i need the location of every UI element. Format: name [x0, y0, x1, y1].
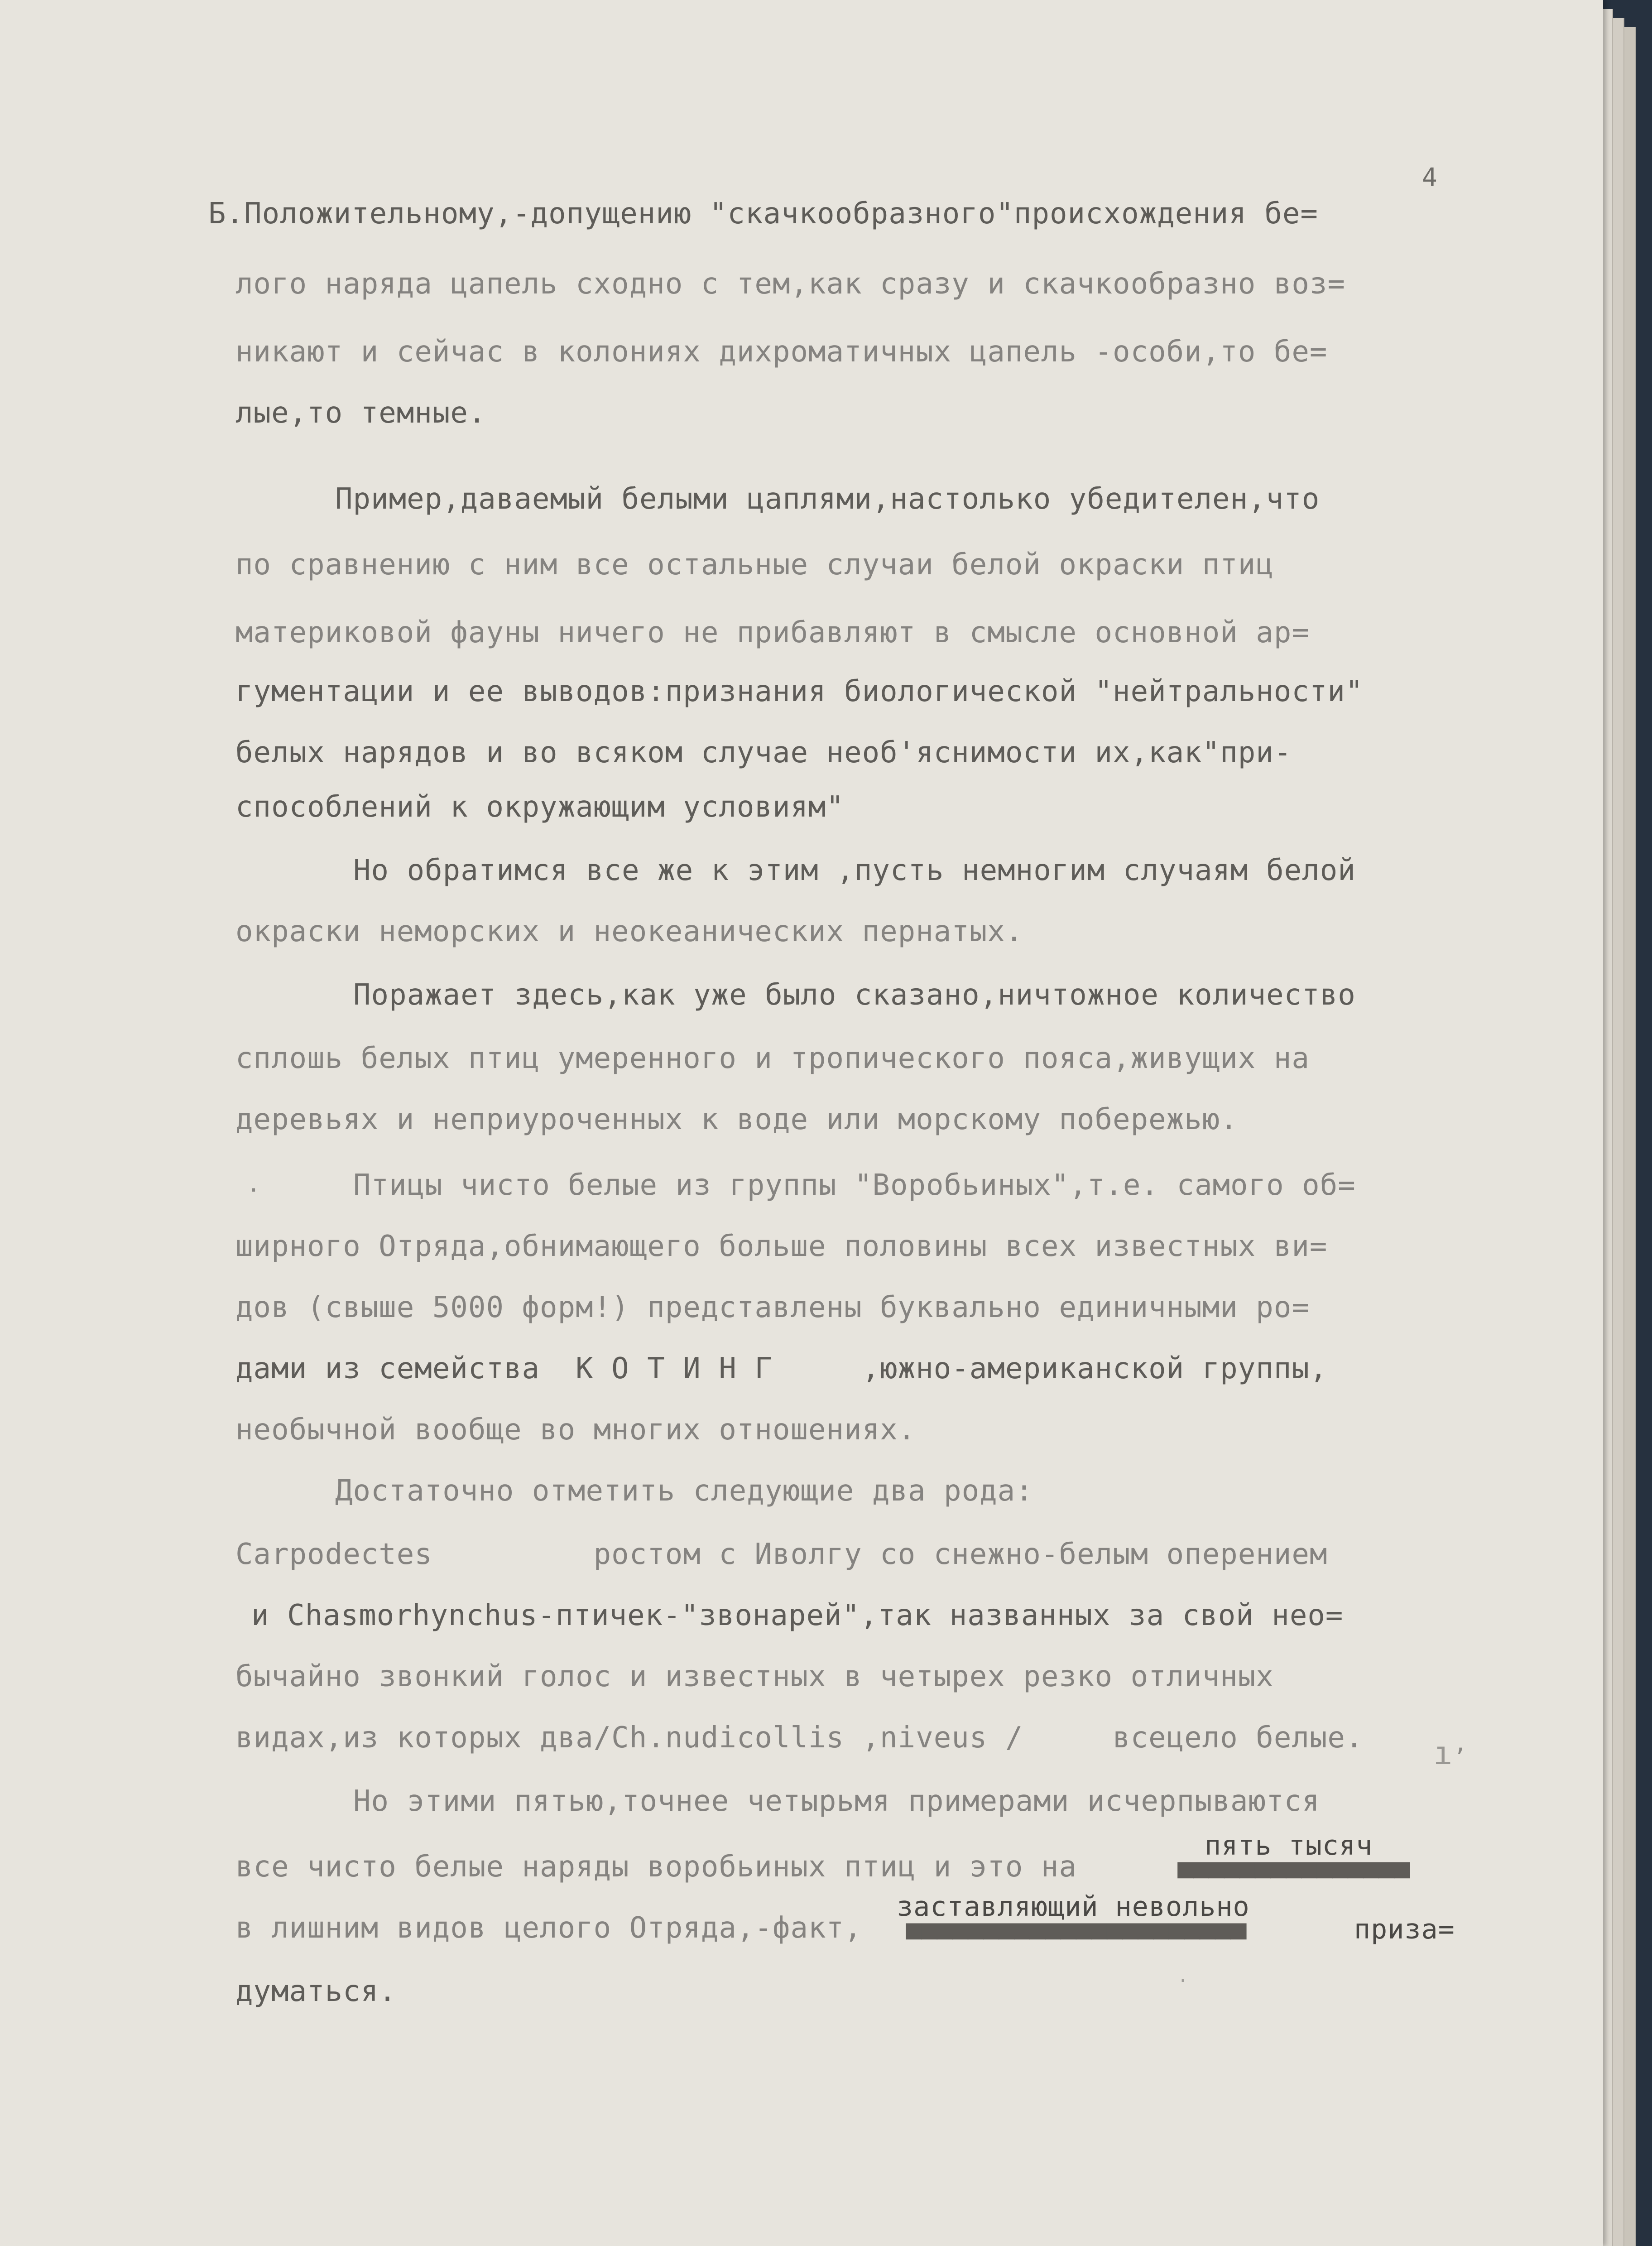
- text-line: и Chasmorhynchus-птичек-"звонарей",так названных за свой нео=: [251, 1599, 1344, 1632]
- typed-insertion: пять тысяч: [1205, 1830, 1373, 1861]
- text-line: Птицы чисто белые из группы "Воробьиных",т.е. самого об=: [353, 1169, 1356, 1202]
- typed-insertion: заставляющий невольно: [897, 1891, 1250, 1923]
- text-line: Но обратимся все же к этим ,пусть немногим случаям белой: [353, 854, 1356, 887]
- ink-dot: .: [247, 1171, 261, 1197]
- typed-insertion: приза=: [1354, 1914, 1455, 1945]
- text-line: окраски неморских и неокеанических пернатых.: [235, 915, 1023, 948]
- text-line: необычной вообще во многих отношениях.: [235, 1413, 916, 1447]
- ink-dot: .: [1177, 1966, 1189, 1986]
- text-line: белых нарядов и во всяком случае необ'яснимости их,как"при-: [235, 736, 1292, 770]
- text-line: бычайно звонкий голос и известных в четырех резко отличных: [235, 1660, 1274, 1693]
- text-line: все чисто белые наряды воробьиных птиц и это на: [235, 1850, 1095, 1884]
- ink-mark: ,: [1454, 1730, 1468, 1756]
- text-line: Б.Положительному,-допущению "скачкообразного"происхождения бе=: [208, 197, 1318, 231]
- text-line: Пример,даваемый белыми цаплями,настолько убедителен,что: [335, 482, 1320, 516]
- text-line: думаться.: [235, 1975, 397, 2008]
- text-line: по сравнению с ним все остальные случаи белой окраски птиц: [235, 548, 1274, 582]
- page-number: 4: [1422, 163, 1437, 192]
- text-line: ширного Отряда,обнимающего больше половины всех известных ви=: [235, 1230, 1328, 1263]
- text-line: дов (свыше 5000 форм!) представлены буквально единичными ро=: [235, 1291, 1310, 1324]
- text-line: Достаточно отметить следующие два рода:: [335, 1474, 1033, 1508]
- ink-mark: ı: [1433, 1735, 1453, 1772]
- text-line: сплошь белых птиц умеренного и тропического пояса,живущих на: [235, 1042, 1310, 1075]
- text-line: дами из семейства К О Т И Н Г ,южно-американской группы,: [235, 1352, 1328, 1385]
- text-line: гументации и ее выводов:признания биологической "нейтральности": [235, 675, 1364, 708]
- text-line: никают и сейчас в колониях дихроматичных цапель -особи,то бе=: [235, 335, 1328, 369]
- struck-out-text: ■■■■■■■■■■■■■■■: [1177, 1852, 1409, 1884]
- text-line: способлений к окружающим условиям": [235, 790, 845, 824]
- text-line: лого наряда цапель сходно с тем,как сразу и скачкообразно воз=: [235, 267, 1345, 301]
- text-line: видах,из которых два/Ch.nudicollis ,niveus / всецело белые.: [235, 1721, 1364, 1755]
- struck-out-text: ■■■■■■■■■■■■■■■■■■■■■■: [906, 1914, 1246, 1945]
- text-line: в лишним видов целого Отряда,-факт,: [235, 1911, 862, 1945]
- text-line: лые,то темные.: [235, 396, 486, 430]
- text-line: Поражает здесь,как уже было сказано,ничтожное количество: [353, 978, 1356, 1012]
- text-line: материковой фауны ничего не прибавляют в смысле основной ар=: [235, 616, 1310, 649]
- text-line: деревьях и неприуроченных к воде или морскому побережью.: [235, 1103, 1238, 1136]
- text-line: Но этими пятью,точнее четырьмя примерами исчерпываются: [353, 1784, 1320, 1818]
- text-line: Carpodectes ростом с Иволгу со снежно-белым оперением: [235, 1538, 1328, 1571]
